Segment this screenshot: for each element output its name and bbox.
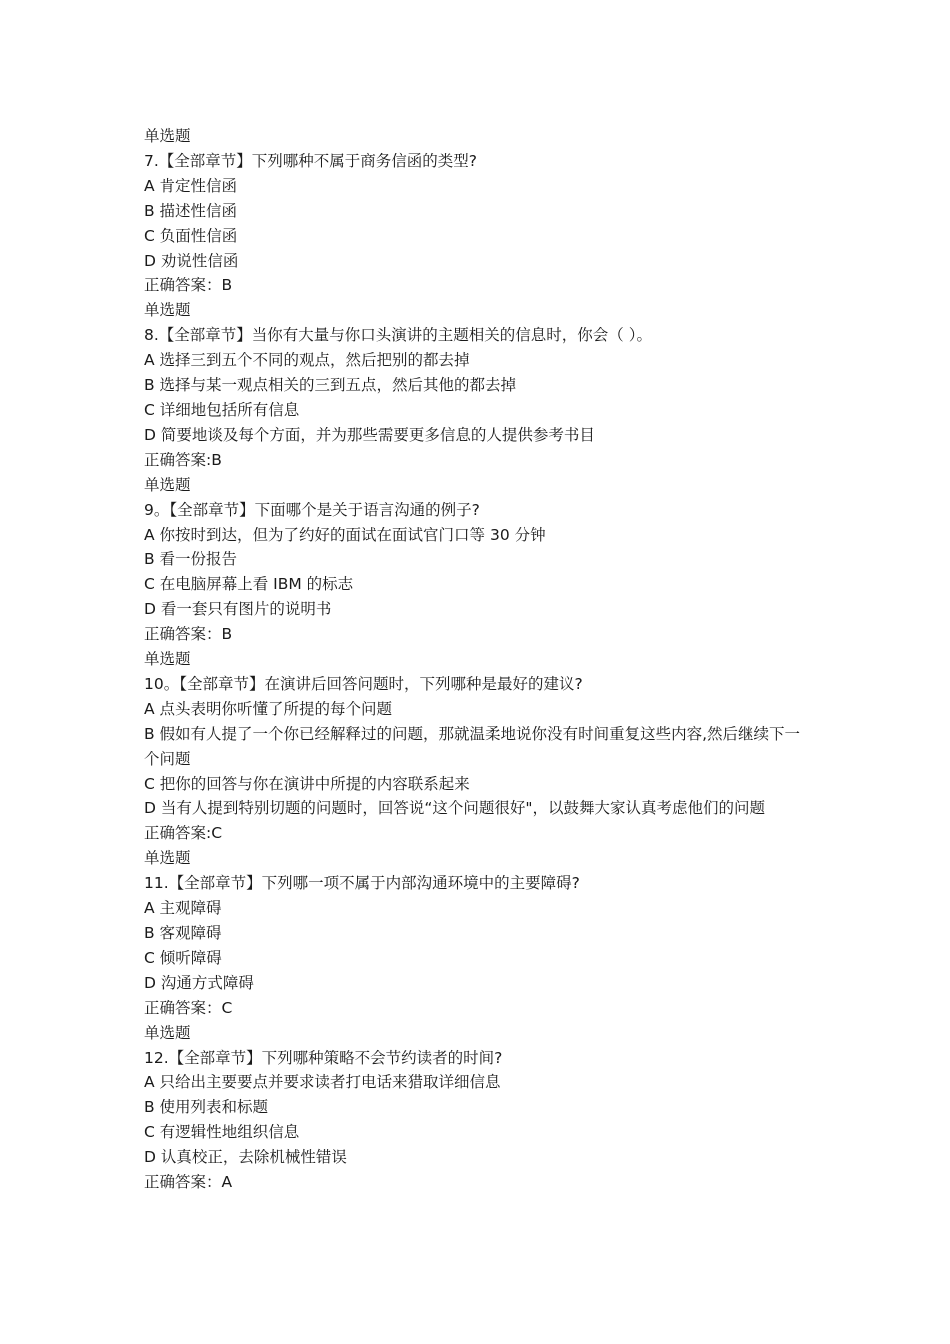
option-c: C 把你的回答与你在演讲中所提的内容联系起来 (144, 774, 470, 793)
option-a: A 点头表明你听懂了所提的每个问题 (144, 699, 393, 718)
option-b: B 假如有人提了一个你已经解释过的问题，那就温柔地说你没有时间重复这些内容,然后继续下一个问题 (144, 724, 800, 768)
option-d: D 看一套只有图片的说明书 (144, 600, 332, 619)
correct-answer: 正确答案：B (144, 625, 233, 644)
question-type: 单选题 (144, 127, 191, 145)
question-text: 7.【全部章节】下列哪种不属于商务信函的类型? (144, 151, 478, 170)
question-text: 11.【全部章节】下列哪一项不属于内部沟通环境中的主要障碍? (144, 874, 580, 893)
question-type: 单选题 (144, 475, 191, 494)
option-d: D 沟通方式障碍 (144, 973, 254, 992)
option-d: D 认真校正，去除机械性错误 (144, 1148, 347, 1167)
correct-answer: 正确答案：A (144, 1173, 233, 1192)
question-type: 单选题 (144, 301, 191, 320)
correct-answer: 正确答案：C (144, 998, 233, 1017)
option-b: B 选择与某一观点相关的三到五点，然后其他的都去掉 (144, 376, 517, 395)
correct-answer: 正确答案:C (144, 824, 223, 843)
option-a: A 只给出主要要点并要求读者打电话来猎取详细信息 (144, 1073, 501, 1092)
question-block (144, 846, 812, 1020)
question-text: 10。【全部章节】在演讲后回答问题时，下列哪种是最好的建议? (144, 674, 583, 693)
correct-answer: 正确答案:B (144, 450, 222, 469)
question-type: 单选题 (144, 1023, 191, 1042)
option-d: D 简要地谈及每个方面，并为那些需要更多信息的人提供参考书目 (144, 425, 595, 444)
question-block (144, 647, 812, 846)
correct-answer: 正确答案：B (144, 276, 233, 295)
option-c: C 在电脑屏幕上看 IBM 的标志 (144, 575, 354, 594)
question-text: 9。【全部章节】下面哪个是关于语言沟通的例子? (144, 500, 480, 519)
option-b: B 看一份报告 (144, 550, 238, 569)
question-block (144, 298, 812, 472)
option-c: C 详细地包括所有信息 (144, 400, 300, 419)
option-b: B 客观障碍 (144, 924, 222, 942)
option-a: A 选择三到五个不同的观点，然后把别的都去掉 (144, 351, 470, 370)
question-text: 8.【全部章节】当你有大量与你口头演讲的主题相关的信息时，你会（ ）。 (144, 326, 652, 345)
option-b: B 使用列表和标题 (144, 1098, 269, 1117)
option-c: C 倾听障碍 (144, 948, 222, 967)
question-text: 12.【全部章节】下列哪种策略不会节约读者的时间? (144, 1048, 503, 1067)
option-a: A 主观障碍 (144, 899, 222, 918)
option-d: D 劝说性信函 (144, 251, 239, 270)
question-block (144, 124, 812, 298)
option-a: A 你按时到达，但为了约好的面试在面试官门口等 30 分钟 (144, 525, 546, 544)
question-type: 单选题 (144, 849, 191, 868)
option-a: A 肯定性信函 (144, 176, 238, 195)
question-type: 单选题 (144, 650, 191, 669)
option-c: C 负面性信函 (144, 226, 238, 245)
question-block (144, 473, 812, 647)
document-page (144, 124, 812, 1195)
option-b: B 描述性信函 (144, 201, 238, 220)
option-d: D 当有人提到特别切题的问题时，回答说“这个问题很好"，以鼓舞大家认真考虑他们的问题 (144, 799, 766, 818)
question-block (144, 1021, 812, 1195)
option-c: C 有逻辑性地组织信息 (144, 1123, 300, 1142)
